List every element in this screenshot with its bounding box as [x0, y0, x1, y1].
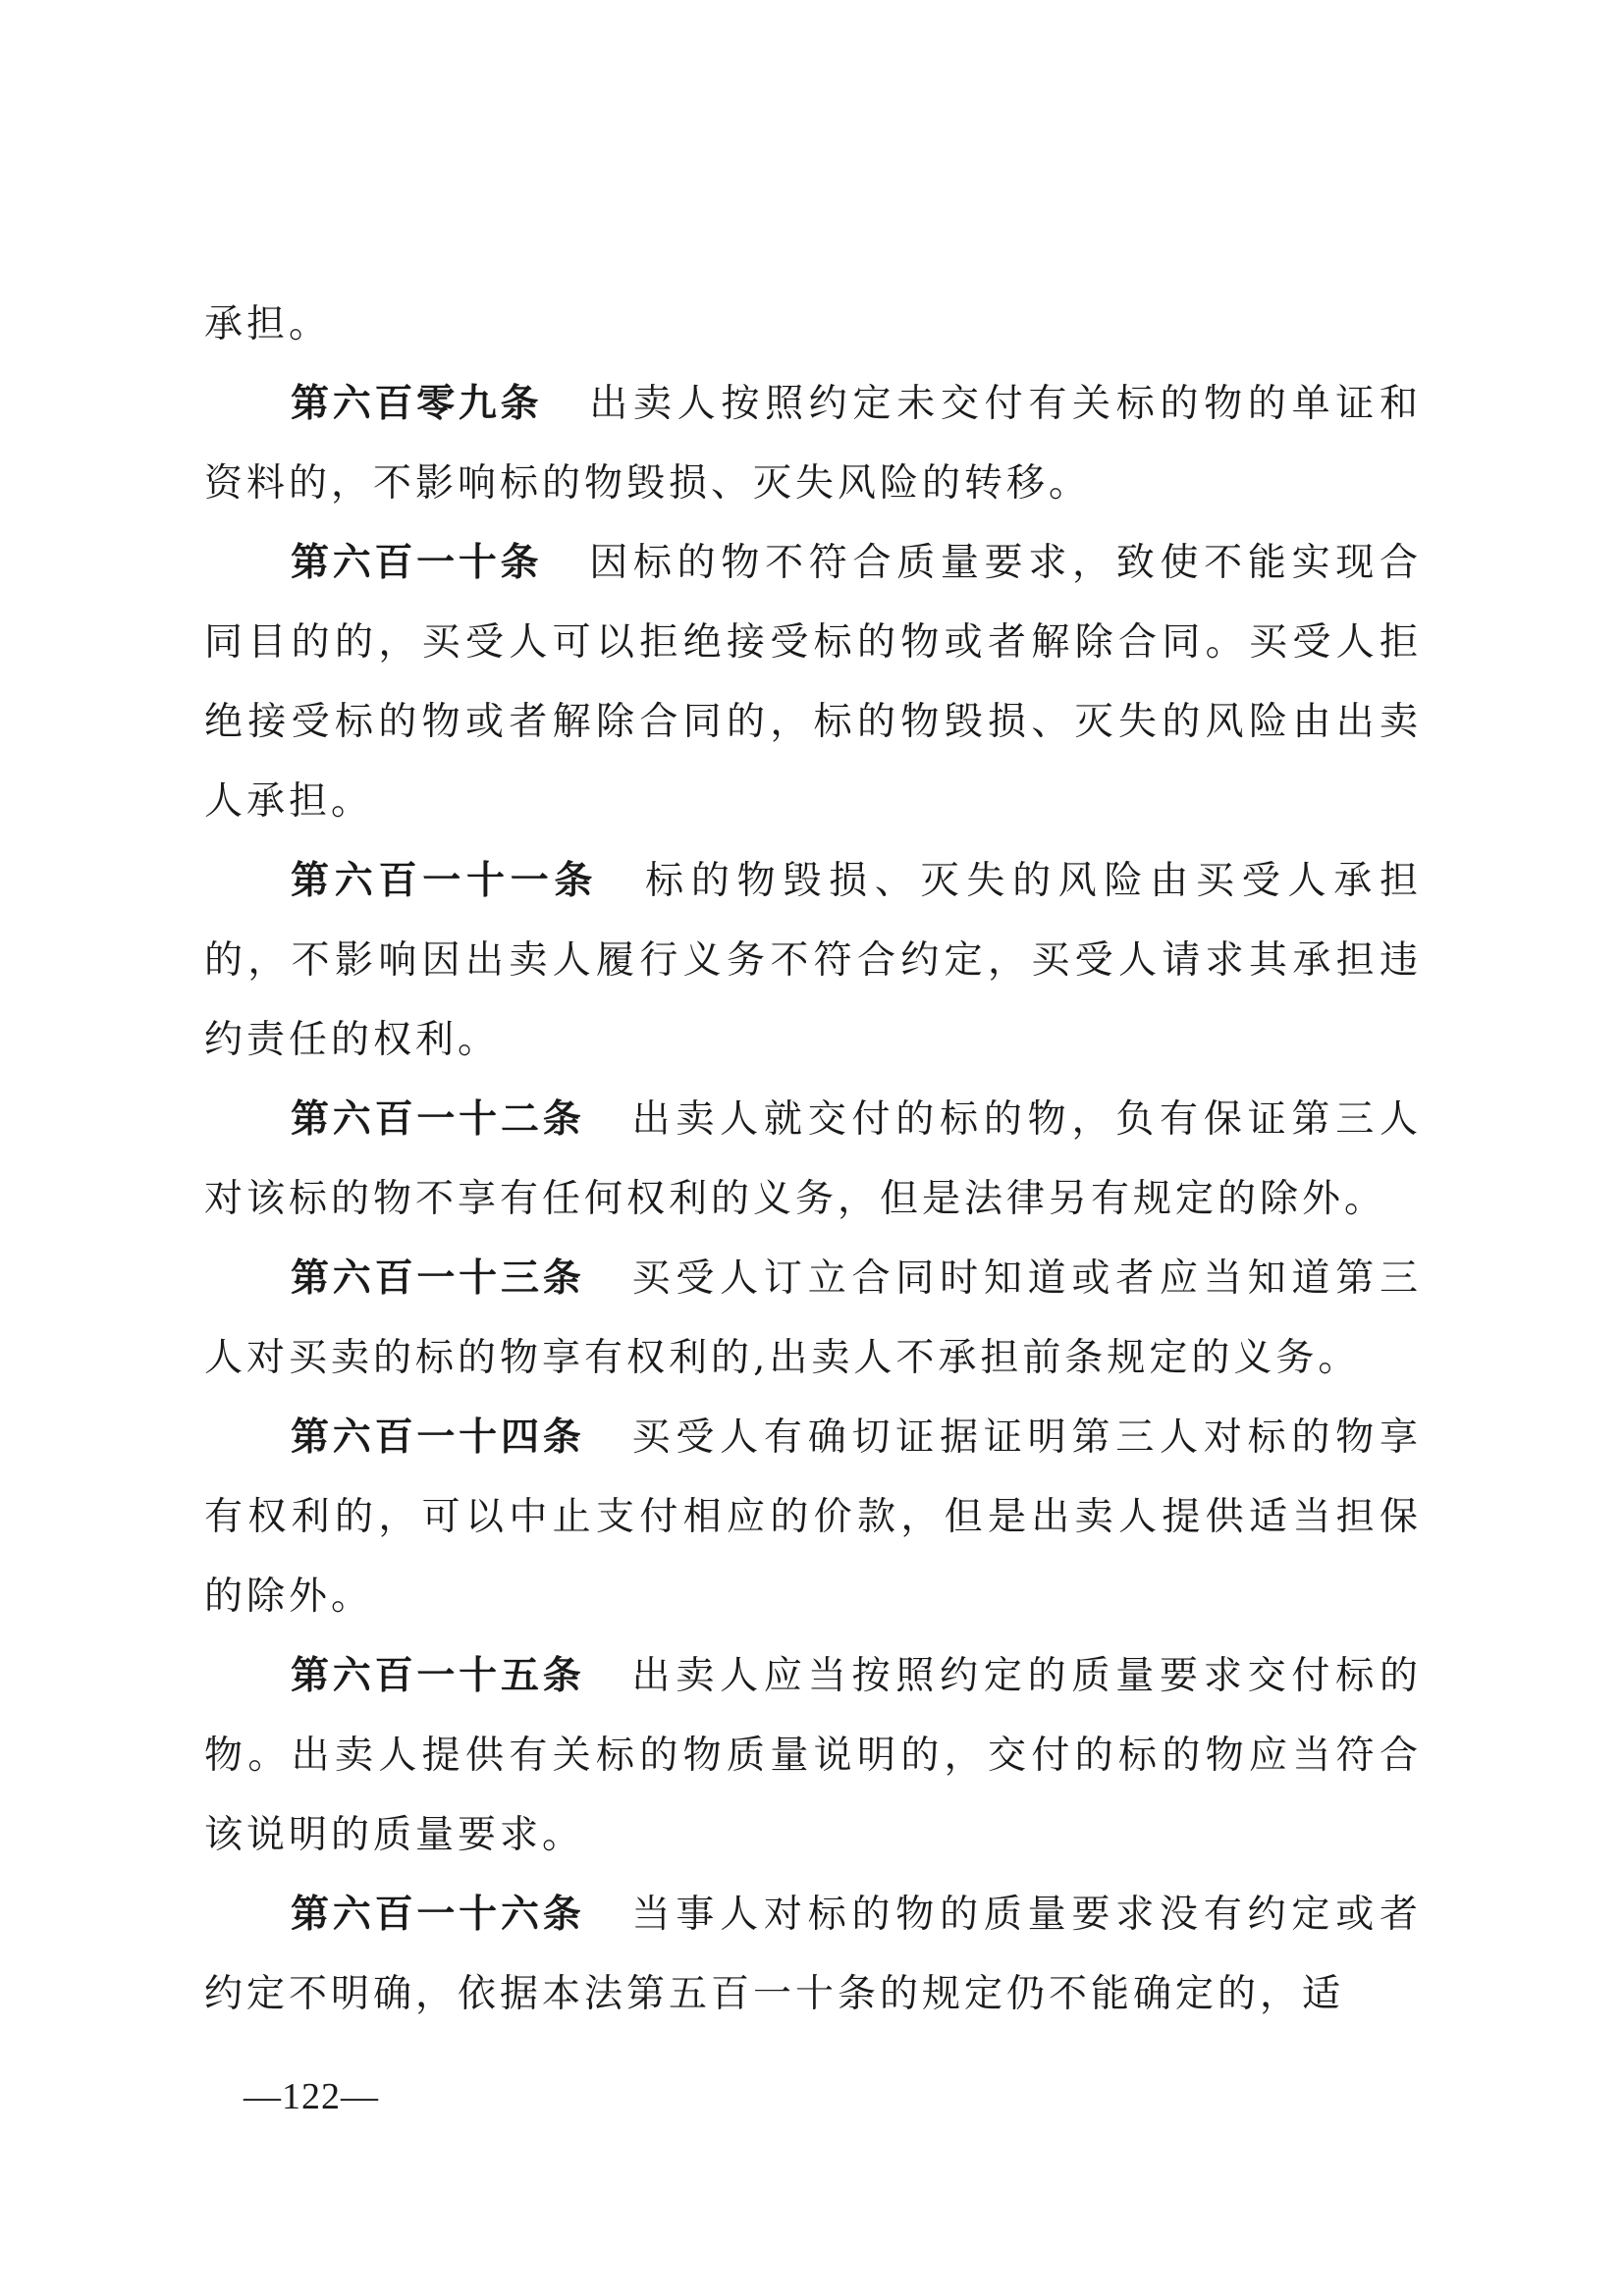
article-text: 因标的物不符合质量要求，致使不能实现合同目的的，买受人可以拒绝接受标的物或者解除合同。买受人拒绝接受标的物或者解除合同的，标的物毁损、灭失的风险由出卖人承担。 — [204, 541, 1422, 824]
article-number: 第六百一十一条 — [291, 859, 599, 903]
article-text: 买受人订立合同时知道或者应当知道第三人对买卖的标的物享有权利的,出卖人不承担前条规定的义务。 — [204, 1256, 1422, 1380]
article-text: 标的物毁损、灭失的风险由买受人承担的，不影响因出卖人履行义务不符合约定，买受人请求其承担违约责任的权利。 — [204, 859, 1422, 1062]
article-number: 第六百零九条 — [291, 382, 543, 426]
continuation-paragraph: 承担。 — [204, 302, 332, 347]
article-text: 当事人对标的物的质量要求没有约定或者约定不明确，依据本法第五百一十条的规定仍不能确定的，适 — [204, 1893, 1422, 2016]
article-number: 第六百一十六条 — [291, 1893, 585, 1937]
article-614 — [204, 1398, 1422, 1636]
article-616 — [204, 1875, 1422, 2034]
article-612 — [204, 1080, 1422, 1239]
document-page — [204, 285, 1422, 2034]
article-text: 出卖人应当按照约定的质量要求交付标的物。出卖人提供有关标的物质量说明的，交付的标的物应当符合该说明的质量要求。 — [204, 1654, 1422, 1857]
article-text: 出卖人按照约定未交付有关标的物的单证和资料的，不影响标的物毁损、灭失风险的转移。 — [204, 382, 1422, 506]
article-number: 第六百一十三条 — [291, 1256, 585, 1301]
article-number: 第六百一十条 — [291, 541, 543, 585]
article-number: 第六百一十四条 — [291, 1415, 585, 1460]
article-615 — [204, 1636, 1422, 1875]
page-number: —122— — [244, 2076, 379, 2117]
article-610 — [204, 523, 1422, 841]
article-611 — [204, 841, 1422, 1080]
article-609 — [204, 364, 1422, 523]
article-text: 买受人有确切证据证明第三人对标的物享有权利的，可以中止支付相应的价款，但是出卖人提供适当担保的除外。 — [204, 1415, 1422, 1619]
article-number: 第六百一十二条 — [291, 1097, 585, 1142]
article-text: 出卖人就交付的标的物，负有保证第三人对该标的物不享有任何权利的义务，但是法律另有规定的除外。 — [204, 1097, 1422, 1221]
article-613 — [204, 1239, 1422, 1398]
article-number: 第六百一十五条 — [291, 1654, 585, 1698]
